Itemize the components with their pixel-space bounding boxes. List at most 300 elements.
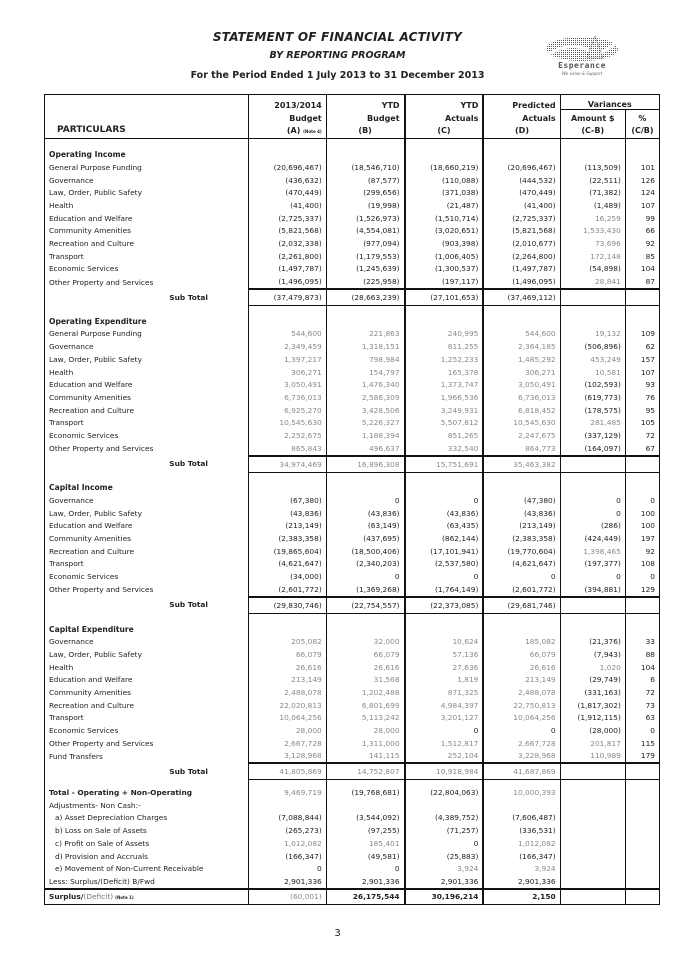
subtotal-row [45, 597, 660, 614]
header-ytd-actuals-line2: Actuals [405, 110, 484, 123]
cell-d: 2,150 [483, 889, 560, 905]
cell-a: 2,252,675 [248, 429, 326, 442]
cell-d: (5,821,568) [483, 225, 560, 238]
table-row [45, 225, 660, 238]
cell-a: (41,400) [248, 199, 326, 212]
table-row [45, 174, 660, 187]
cell-d: 185,082 [483, 635, 560, 648]
cell-d: 6,818,452 [483, 404, 560, 417]
cell-pct: 72 [625, 429, 659, 442]
cell-b: 14,752,807 [326, 763, 404, 780]
cell-d: (19,770,604) [483, 545, 560, 558]
cell-a: (166,347) [248, 850, 326, 863]
row-label: General Purpose Funding [45, 328, 249, 341]
cell-b: 1,202,488 [326, 686, 404, 699]
cell-pct: 100 [625, 520, 659, 533]
cell-d: 66,079 [483, 648, 560, 661]
empty-cell [248, 145, 326, 161]
cell-b: 0 [326, 862, 404, 875]
cell-pct [625, 837, 659, 850]
cell-c: 1,966,536 [405, 391, 484, 404]
empty-cell [560, 145, 625, 161]
empty-cell [625, 145, 659, 161]
cell-var: 201,817 [560, 737, 625, 750]
cell-d: 35,463,382 [483, 456, 560, 473]
cell-var [560, 862, 625, 875]
cell-a: (37,479,873) [248, 289, 326, 306]
cell-var [560, 812, 625, 825]
cell-pct: 179 [625, 750, 659, 764]
cell-pct: 0 [625, 494, 659, 507]
empty-cell [560, 479, 625, 495]
cell-a: 213,149 [248, 673, 326, 686]
cell-a: (2,725,337) [248, 212, 326, 225]
cell-b: (437,695) [326, 532, 404, 545]
cell-pct [625, 850, 659, 863]
row-label: Health [45, 366, 249, 379]
header-budget-line1: 2013/2014 [248, 95, 326, 110]
cell-d: 3,228,968 [483, 750, 560, 764]
page-number: 3 [334, 928, 341, 939]
header-ytd-budget-line1: YTD [326, 95, 404, 110]
cell-pct: 87 [625, 275, 659, 289]
row-label: d) Provision and Accruals [45, 850, 249, 863]
surplus-deficit-row [45, 889, 660, 905]
adjustment-row [45, 850, 660, 863]
cell-b: (43,836) [326, 507, 404, 520]
cell-c: 252,104 [405, 750, 484, 764]
cell-var: (54,898) [560, 263, 625, 276]
row-label: Governance [45, 635, 249, 648]
cell-pct: 76 [625, 391, 659, 404]
row-label [45, 889, 249, 905]
cell-c: 0 [405, 494, 484, 507]
cell-b: 798,984 [326, 353, 404, 366]
row-label: Law, Order, Public Safety [45, 507, 249, 520]
cell-c: 240,995 [405, 328, 484, 341]
cell-pct: 67 [625, 442, 659, 456]
empty-cell [326, 799, 404, 812]
cell-d: 3,924 [483, 862, 560, 875]
cell-d: 544,600 [483, 328, 560, 341]
cell-pct [625, 824, 659, 837]
cell-a: (7,088,844) [248, 812, 326, 825]
table-row [45, 328, 660, 341]
cell-a: 306,271 [248, 366, 326, 379]
cell-pct: 72 [625, 686, 659, 699]
cell-pct: 105 [625, 416, 659, 429]
cell-pct: 197 [625, 532, 659, 545]
empty-cell [405, 479, 484, 495]
cell-a: 26,616 [248, 661, 326, 674]
logo-text: Esperance [558, 61, 606, 70]
cell-var: (102,593) [560, 378, 625, 391]
cell-b: 496,637 [326, 442, 404, 456]
note-4-ref: (Note 4) [303, 129, 322, 135]
cell-c: 27,636 [405, 661, 484, 674]
row-label: Sub Total [45, 597, 249, 614]
cell-b: (1,245,639) [326, 263, 404, 276]
cell-c: 1,252,233 [405, 353, 484, 366]
cell-a: 205,082 [248, 635, 326, 648]
table-row [45, 378, 660, 391]
cell-d: (2,383,358) [483, 532, 560, 545]
cell-pct: 62 [625, 340, 659, 353]
row-label: Other Property and Services [45, 442, 249, 456]
cell-a: (2,383,358) [248, 532, 326, 545]
table-header [45, 95, 660, 139]
cell-pct [625, 289, 659, 306]
deficit-label: (Deficit) [83, 892, 114, 902]
cell-a: (1,497,787) [248, 263, 326, 276]
cell-a: (19,865,604) [248, 545, 326, 558]
row-label: b) Loss on Sale of Assets [45, 824, 249, 837]
row-label: Community Amenities [45, 225, 249, 238]
cell-pct: 0 [625, 724, 659, 737]
row-label: Recreation and Culture [45, 237, 249, 250]
subtotal-row [45, 289, 660, 306]
cell-var: (506,896) [560, 340, 625, 353]
cell-pct: 92 [625, 545, 659, 558]
row-label: Sub Total [45, 763, 249, 780]
cell-a: 6,925,270 [248, 404, 326, 417]
empty-cell [248, 799, 326, 812]
table-row [45, 558, 660, 571]
cell-d: (336,531) [483, 824, 560, 837]
empty-cell [326, 620, 404, 636]
cell-c: (371,038) [405, 186, 484, 199]
cell-c: (17,101,941) [405, 545, 484, 558]
cell-b: (97,255) [326, 824, 404, 837]
cell-var: (337,129) [560, 429, 625, 442]
cell-a: (436,632) [248, 174, 326, 187]
cell-b: 31,568 [326, 673, 404, 686]
empty-cell [248, 312, 326, 328]
empty-cell [405, 799, 484, 812]
cell-var [560, 875, 625, 889]
empty-cell [483, 620, 560, 636]
cell-d: 2,364,185 [483, 340, 560, 353]
cell-a: 6,736,013 [248, 391, 326, 404]
cell-var: 0 [560, 507, 625, 520]
row-label: Other Property and Services [45, 275, 249, 289]
cell-b: 1,318,151 [326, 340, 404, 353]
cell-c: 1,512,817 [405, 737, 484, 750]
cell-d: 213,149 [483, 673, 560, 686]
cell-var: (29,749) [560, 673, 625, 686]
table-row [45, 699, 660, 712]
cell-var: 28,841 [560, 275, 625, 289]
empty-cell [326, 312, 404, 328]
cell-pct: 73 [625, 699, 659, 712]
report-title: STATEMENT OF FINANCIAL ACTIVITY [212, 30, 463, 44]
table-row [45, 275, 660, 289]
cell-var: 10,581 [560, 366, 625, 379]
cell-var: (1,817,302) [560, 699, 625, 712]
cell-pct: 6 [625, 673, 659, 686]
empty-cell [560, 620, 625, 636]
cell-b: (18,500,406) [326, 545, 404, 558]
section-header-capital-expenditure [45, 620, 660, 636]
cell-c: 57,136 [405, 648, 484, 661]
table-body [45, 139, 660, 904]
cell-c: 5,507,812 [405, 416, 484, 429]
cell-c: 851,265 [405, 429, 484, 442]
cell-d: 41,687,869 [483, 763, 560, 780]
total-operating-row [45, 786, 660, 799]
cell-var: (7,943) [560, 648, 625, 661]
cell-d: 10,545,630 [483, 416, 560, 429]
cell-c: (21,487) [405, 199, 484, 212]
row-label: Fund Transfers [45, 750, 249, 764]
cell-d: 1,485,292 [483, 353, 560, 366]
cell-a: (20,696,467) [248, 161, 326, 174]
row-label: Education and Welfare [45, 212, 249, 225]
cell-c: 10,624 [405, 635, 484, 648]
section-header-operating-income [45, 145, 660, 161]
cell-var: 16,259 [560, 212, 625, 225]
cell-a: 10,064,256 [248, 712, 326, 725]
cell-var: (22,511) [560, 174, 625, 187]
cell-b: 141,115 [326, 750, 404, 764]
cell-var: 73,696 [560, 237, 625, 250]
cell-var: 110,989 [560, 750, 625, 764]
cell-c: 165,378 [405, 366, 484, 379]
cell-b: (49,581) [326, 850, 404, 863]
cell-d: 2,247,675 [483, 429, 560, 442]
cell-c: 1,819 [405, 673, 484, 686]
cell-d: (7,606,487) [483, 812, 560, 825]
cell-c: (862,144) [405, 532, 484, 545]
cell-a: 28,000 [248, 724, 326, 737]
cell-d: (213,149) [483, 520, 560, 533]
cell-d: 0 [483, 570, 560, 583]
cell-pct: 100 [625, 507, 659, 520]
cell-b: (63,149) [326, 520, 404, 533]
row-label: Transport [45, 250, 249, 263]
empty-cell [483, 799, 560, 812]
table-row [45, 250, 660, 263]
section-title: Capital Income [45, 479, 249, 495]
cell-var: (71,382) [560, 186, 625, 199]
cell-b: (299,656) [326, 186, 404, 199]
cell-pct: 124 [625, 186, 659, 199]
cell-b: 0 [326, 570, 404, 583]
section-header-operating-expenditure [45, 312, 660, 328]
cell-var: (286) [560, 520, 625, 533]
cell-b: (3,544,092) [326, 812, 404, 825]
cell-var: 1,533,430 [560, 225, 625, 238]
cell-pct: 115 [625, 737, 659, 750]
shire-logo-icon [537, 32, 627, 80]
cell-c: 15,751,691 [405, 456, 484, 473]
cell-pct: 109 [625, 328, 659, 341]
report-subtitle: BY REPORTING PROGRAM [269, 50, 406, 61]
cell-var: (619,773) [560, 391, 625, 404]
row-label: Governance [45, 340, 249, 353]
cell-b: (977,094) [326, 237, 404, 250]
cell-b: (19,768,681) [326, 786, 404, 799]
table-row [45, 263, 660, 276]
cell-var: 281,485 [560, 416, 625, 429]
cell-c: (110,088) [405, 174, 484, 187]
cell-a: (60,001) [248, 889, 326, 905]
cell-d: (166,347) [483, 850, 560, 863]
cell-b: 154,797 [326, 366, 404, 379]
cell-b: 185,401 [326, 837, 404, 850]
table-row [45, 416, 660, 429]
header-particulars: PARTICULARS [45, 95, 249, 139]
cell-var: (331,163) [560, 686, 625, 699]
cell-a: 34,974,469 [248, 456, 326, 473]
header-ytd-budget-line3: (B) [326, 123, 404, 139]
row-label: Transport [45, 558, 249, 571]
cell-pct: 85 [625, 250, 659, 263]
row-label: Governance [45, 174, 249, 187]
cell-c: 30,196,214 [405, 889, 484, 905]
cell-var: (424,449) [560, 532, 625, 545]
cell-d: (37,469,112) [483, 289, 560, 306]
table-row [45, 199, 660, 212]
cell-c: (197,117) [405, 275, 484, 289]
row-label: Recreation and Culture [45, 545, 249, 558]
table-row [45, 673, 660, 686]
cell-d: 6,736,013 [483, 391, 560, 404]
cell-d: (1,496,095) [483, 275, 560, 289]
cell-b: 0 [326, 494, 404, 507]
cell-b: 16,896,308 [326, 456, 404, 473]
table-row [45, 366, 660, 379]
cell-d: (20,696,467) [483, 161, 560, 174]
cell-pct: 88 [625, 648, 659, 661]
cell-b: (2,340,203) [326, 558, 404, 571]
cell-b: (225,958) [326, 275, 404, 289]
cell-a: 865,843 [248, 442, 326, 456]
subtotal-row [45, 456, 660, 473]
cell-c: 811,255 [405, 340, 484, 353]
row-label: Health [45, 661, 249, 674]
adjustment-row [45, 824, 660, 837]
table-row [45, 494, 660, 507]
cell-d: (4,621,647) [483, 558, 560, 571]
cell-var: (113,509) [560, 161, 625, 174]
cell-b: 1,311,000 [326, 737, 404, 750]
row-label: Economic Services [45, 429, 249, 442]
cell-b: (1,179,553) [326, 250, 404, 263]
cell-a: (5,821,568) [248, 225, 326, 238]
cell-c: (25,883) [405, 850, 484, 863]
adjustment-row [45, 812, 660, 825]
note-1-ref: (Note 1) [115, 895, 134, 901]
table-row [45, 648, 660, 661]
cell-c: (3,020,651) [405, 225, 484, 238]
row-label: Community Amenities [45, 686, 249, 699]
adjustments-header [45, 799, 660, 812]
empty-cell [248, 479, 326, 495]
cell-c: (1,006,405) [405, 250, 484, 263]
row-label: Less: Surplus/(Deficit) B/Fwd [45, 875, 249, 889]
row-label: Other Property and Services [45, 737, 249, 750]
cell-a: 22,020,813 [248, 699, 326, 712]
cell-d: (2,725,337) [483, 212, 560, 225]
cell-b: 1,476,340 [326, 378, 404, 391]
table-row [45, 686, 660, 699]
cell-pct: 108 [625, 558, 659, 571]
cell-b: (1,526,973) [326, 212, 404, 225]
table-row [45, 442, 660, 456]
cell-c: 3,201,127 [405, 712, 484, 725]
row-label: Community Amenities [45, 532, 249, 545]
empty-cell [560, 312, 625, 328]
cell-c: 0 [405, 570, 484, 583]
cell-a: 2,488,078 [248, 686, 326, 699]
cell-a: (4,621,647) [248, 558, 326, 571]
cell-a: 2,901,336 [248, 875, 326, 889]
cell-b: 3,428,506 [326, 404, 404, 417]
cell-c: 1,373,747 [405, 378, 484, 391]
cell-c: (1,510,714) [405, 212, 484, 225]
cell-var: 453,249 [560, 353, 625, 366]
empty-cell [625, 799, 659, 812]
cell-pct: 95 [625, 404, 659, 417]
cell-b: (28,663,239) [326, 289, 404, 306]
cell-pct: 104 [625, 661, 659, 674]
cell-pct: 107 [625, 199, 659, 212]
table-row [45, 353, 660, 366]
row-label: Transport [45, 712, 249, 725]
cell-d: (47,380) [483, 494, 560, 507]
cell-var [560, 456, 625, 473]
cell-d: (2,010,677) [483, 237, 560, 250]
report-period: For the Period Ended 1 July 2013 to 31 December 2013 [190, 70, 485, 81]
cell-b: 26,175,544 [326, 889, 404, 905]
cell-c: (22,373,085) [405, 597, 484, 614]
header-variances: Variances [560, 95, 659, 110]
cell-d: (470,449) [483, 186, 560, 199]
row-label: Governance [45, 494, 249, 507]
row-label: Law, Order, Public Safety [45, 648, 249, 661]
cell-b: (18,546,710) [326, 161, 404, 174]
empty-cell [560, 799, 625, 812]
cell-d: (2,264,800) [483, 250, 560, 263]
table-row [45, 545, 660, 558]
cell-c: (2,537,580) [405, 558, 484, 571]
cell-a: 3,050,491 [248, 378, 326, 391]
cell-c: (1,764,149) [405, 583, 484, 597]
table-row [45, 737, 660, 750]
cell-c: (63,435) [405, 520, 484, 533]
cell-c: (22,804,063) [405, 786, 484, 799]
cell-var: (1,489) [560, 199, 625, 212]
logo-graphic [537, 32, 627, 62]
row-label: Education and Welfare [45, 378, 249, 391]
cell-d: 22,750,813 [483, 699, 560, 712]
cell-d: 2,667,728 [483, 737, 560, 750]
cell-b: (1,369,268) [326, 583, 404, 597]
cell-pct: 92 [625, 237, 659, 250]
cell-d: 0 [483, 724, 560, 737]
cell-var [560, 597, 625, 614]
header-ytd-actuals-line3: (C) [405, 123, 484, 139]
table-row [45, 404, 660, 417]
cell-a: 0 [248, 862, 326, 875]
cell-pct: 93 [625, 378, 659, 391]
cell-pct: 107 [625, 366, 659, 379]
cell-var: 172,148 [560, 250, 625, 263]
cell-var: (21,376) [560, 635, 625, 648]
cell-c: (1,300,537) [405, 263, 484, 276]
empty-cell [483, 312, 560, 328]
